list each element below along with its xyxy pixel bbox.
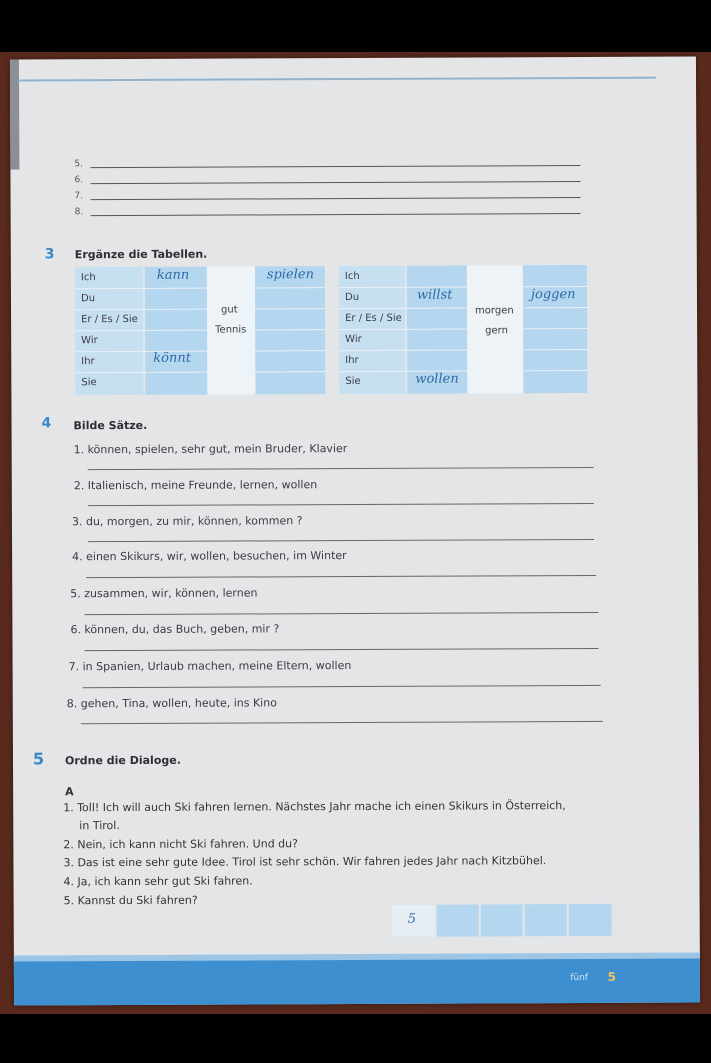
- answer-line-8[interactable]: [81, 721, 603, 724]
- sentence-prompt-1: 1. können, spielen, sehr gut, mein Bruder, Klavier: [73, 442, 348, 457]
- dialogue-line-2: 2. Nein, ich kann nicht Ski fahren. Und du?: [63, 837, 298, 852]
- blank-line-5[interactable]: [90, 165, 580, 168]
- sentence-prompt-2: 2. Italienisch, meine Freunde, lernen, wollen: [73, 478, 318, 493]
- sentence-prompt-5: 5. zusammen, wir, können, lernen: [70, 586, 258, 601]
- footer-band: [14, 958, 700, 1005]
- table2-answer-wollen[interactable]: wollen: [415, 371, 459, 387]
- dialogue-line-1-cont: in Tirol.: [79, 819, 120, 833]
- answer-line-6[interactable]: [85, 648, 599, 651]
- table1-middle-word: gut: [221, 304, 238, 316]
- table2-pronoun: Ihr: [345, 354, 359, 367]
- sentence-prompt-6: 6. können, du, das Buch, geben, mir ?: [70, 622, 280, 637]
- photo-background: [0, 52, 711, 1014]
- sentence-prompt-4: 4. einen Skikurs, wir, wollen, besuchen, im Winter: [72, 549, 347, 564]
- answer-box[interactable]: [525, 904, 569, 936]
- table2-answer-willst[interactable]: willst: [416, 287, 453, 303]
- dialogue-line-5: 5. Kannst du Ski fahren?: [63, 893, 198, 908]
- table1-answer-spielen[interactable]: spielen: [266, 267, 314, 283]
- table1-pronoun: Ihr: [81, 356, 95, 368]
- table1-pronoun: Wir: [81, 335, 98, 347]
- answer-line-7[interactable]: [83, 685, 601, 688]
- answer-box-row: [392, 904, 612, 937]
- answer-box[interactable]: [392, 905, 437, 937]
- page-number: 5: [607, 969, 616, 984]
- conjugation-table-2: [339, 265, 590, 394]
- table1-middle-word: Tennis: [215, 324, 247, 336]
- answer-line-5[interactable]: [84, 612, 598, 615]
- table1-pronoun: Ich: [80, 272, 96, 284]
- answer-line-4[interactable]: [86, 575, 596, 578]
- table2-pronoun: Er / Es / Sie: [345, 312, 402, 325]
- header-rule: [18, 77, 656, 82]
- table1-answer-koennt[interactable]: könnt: [153, 350, 191, 366]
- exercise-4-title: Bilde Sätze.: [73, 418, 148, 433]
- dialogue-line-3: 3. Das ist eine sehr gute Idee. Tirol ist sehr schön. Wir fahren jedes Jahr nach Kitzbühel.: [63, 854, 547, 870]
- dialogue-line-1: 1. Toll! Ich will auch Ski fahren lernen. Nächstes Jahr mache ich einen Skikurs in Österreich,: [63, 799, 566, 815]
- conjugation-table-1: [75, 266, 328, 395]
- sentence-prompt-7: 7. in Spanien, Urlaub machen, meine Eltern, wollen: [68, 659, 352, 674]
- page-word: fünf: [570, 972, 588, 984]
- answer-box-value: 5: [407, 911, 417, 927]
- table2-pronoun: Wir: [345, 333, 362, 346]
- answer-box[interactable]: [481, 904, 525, 936]
- binding-edge: [10, 59, 19, 169]
- table1-pronoun: Du: [80, 293, 96, 305]
- table1-pronoun: Sie: [81, 377, 97, 389]
- table1-answer-kann[interactable]: kann: [156, 267, 190, 283]
- sentence-prompt-8: 8. gehen, Tina, wollen, heute, ins Kino: [66, 696, 277, 711]
- exercise-3-title: Ergänze die Tabellen.: [74, 247, 208, 262]
- blank-number-6: 6.: [74, 175, 84, 186]
- exercise-5-title: Ordne die Dialoge.: [64, 753, 181, 768]
- answer-line-2[interactable]: [88, 503, 594, 506]
- blank-line-7[interactable]: [91, 197, 581, 200]
- answer-line-1[interactable]: [88, 467, 594, 470]
- table2-answer-joggen[interactable]: joggen: [530, 287, 576, 303]
- blank-number-5: 5.: [74, 159, 84, 170]
- dialogue-label: A: [65, 785, 74, 799]
- dialogue-line-4: 4. Ja, ich kann sehr gut Ski fahren.: [63, 874, 253, 889]
- table2-middle-word: morgen: [475, 305, 514, 317]
- table2-pronoun: Du: [344, 291, 360, 304]
- answer-box[interactable]: [437, 904, 481, 936]
- blank-number-8: 8.: [74, 207, 84, 218]
- exercise-4-number: 4: [41, 415, 52, 432]
- table2-pronoun: Ich: [344, 270, 360, 283]
- blank-number-7: 7.: [74, 191, 84, 202]
- blank-line-8[interactable]: [91, 213, 581, 216]
- answer-line-3[interactable]: [88, 539, 594, 542]
- sentence-prompt-3: 3. du, morgen, zu mir, können, kommen ?: [71, 514, 303, 529]
- table2-pronoun: Sie: [345, 375, 361, 388]
- workbook-page: [10, 57, 700, 1006]
- table1-pronoun: Er / Es / Sie: [81, 313, 138, 326]
- exercise-3-number: 3: [44, 246, 55, 263]
- exercise-5-number: 5: [32, 749, 45, 769]
- blank-line-6[interactable]: [90, 181, 580, 184]
- table2-middle-word: gern: [485, 325, 508, 337]
- answer-box[interactable]: [569, 904, 612, 936]
